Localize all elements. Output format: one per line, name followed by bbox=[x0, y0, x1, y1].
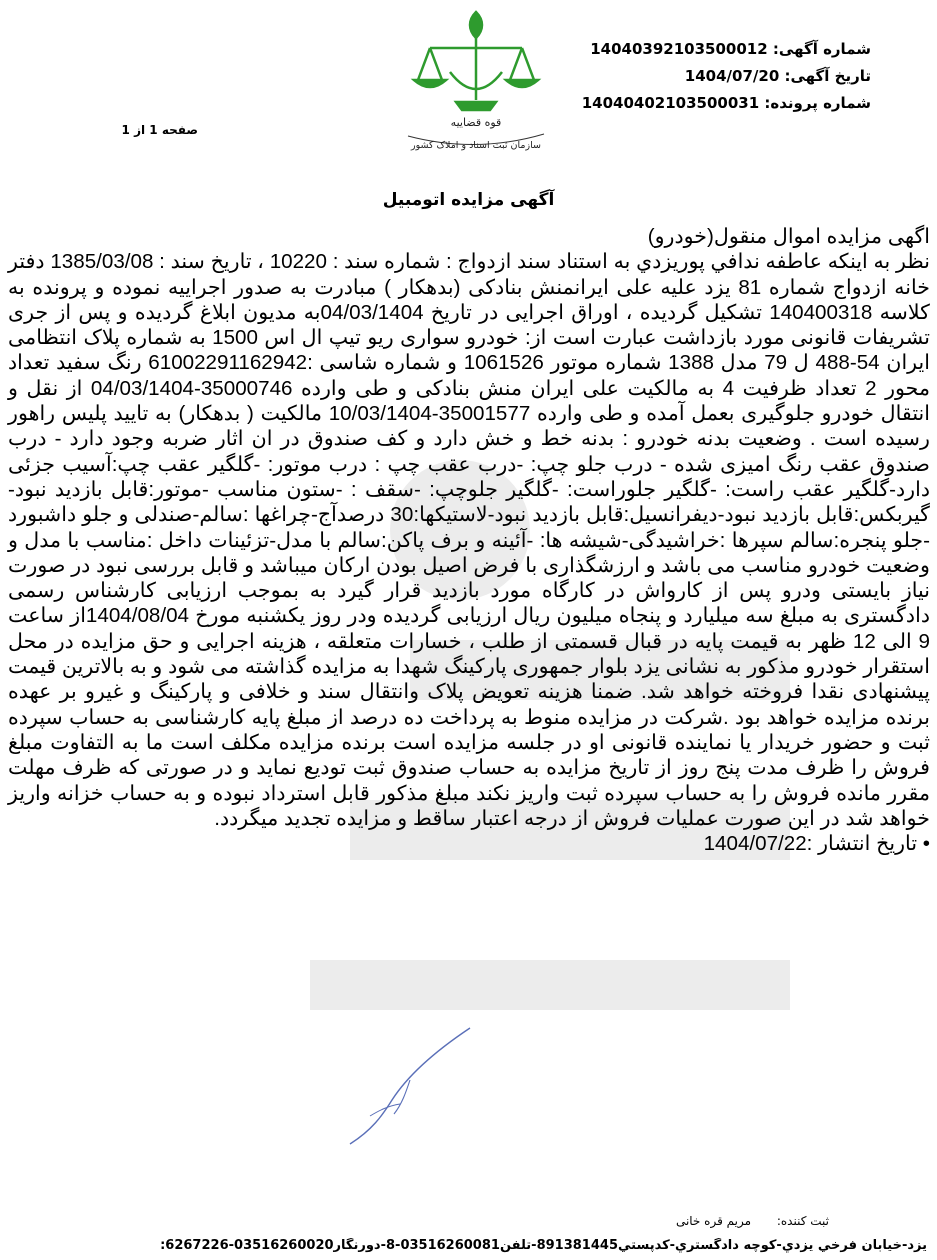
notice-date-label: تاریخ آگهی: bbox=[784, 67, 871, 85]
notice-body bbox=[8, 224, 930, 856]
registrar-name: مریم قره خانی bbox=[675, 1214, 752, 1228]
signature-mark bbox=[330, 1020, 490, 1150]
file-number-label: شماره پرونده: bbox=[764, 94, 871, 112]
notice-date-row bbox=[551, 63, 871, 90]
judiciary-emblem-logo bbox=[390, 4, 562, 156]
notice-date-value: 1404/07/20 bbox=[684, 67, 780, 85]
notice-number-row bbox=[551, 36, 871, 63]
body-intro: اگهی مزایده اموال منقول(خودرو) bbox=[647, 225, 930, 248]
notice-metadata bbox=[551, 36, 871, 117]
document-title: آگهی مزایده اتومبیل bbox=[382, 190, 555, 210]
notice-number-label: شماره آگهی: bbox=[772, 40, 871, 58]
file-number-row bbox=[551, 90, 871, 117]
publish-date: • تاریخ انتشار :1404/07/22 bbox=[703, 832, 930, 856]
notice-number-value: 14040392103500012 bbox=[590, 40, 768, 58]
registrar-label: ثبت کننده: bbox=[776, 1214, 829, 1228]
body-paragraph: نظر به اینکه عاطفه ندافي پوریزدي به استناد سند ازدواج : شماره سند : 10220 ، تاریخ سند : 1385/03/08 دفتر خانه ازدواج شماره 81 یزد علیه علی ایرانمنش بنادکی (بدهکار ) مبادرت به صدور اجراییه نموده و پرونده به کلاسه 140400318 تشکیل گردیده ، اوراق اجرایی در تاریخ 04/03/1404به مدیون ابلاغ گردیده و پس از جری تشریفات قانونی مورد بازداشت عبارت است از: خودرو سواری ریو تیپ ال اس 1500 به شماره پلاک انتظامی ایران 54-488 ل 79 مدل 1388 شماره موتور 1061526 و شماره شاسی :61002291162942 رنگ سفید تعداد محور 2 تعداد ظرفیت 4 به مالکیت علی ایران منش بنادکی و طی وارده 35000746-04/03/1404 از نقل و انتقال خودرو جلوگیری بعمل آمده و طی وارده 35001577-10/03/1404 مالکیت ( بدهکار) به تایید پلیس راهور رسیده است . وضعیت بدنه خودرو : بدنه خط و خش دارد و کف صندوق در ان اثار ضربه وجود دارد - درب صندوق عقب رنگ امیزی شده - درب جلو چپ: -درب عقب چپ : درب موتور: -گلگیر عقب چپ:آسیب جزئی دارد-گلگیر عقب راست: -گلگیر جلوراست: -گلگیر جلوچپ: -سقف : -ستون مناسب -موتور:قابل بازدید نبود-گیربکس:قابل بازدید نبود-دیفرانسیل:قابل بازدید نبود-لاستیکها:30 درصدآج-چراغها :سالم-صندلی و جلو داشبورد -جلو پنجره:سالم سپرها :خراشیدگی-شیشه ها: -آئینه و برف پاکن:سالم با مدل-تزئینات داخل :مناسب با مدل و وضعیت خودرو مناسب می باشد و ارزشگذاری با فرض اصیل بودن ارکان میباشد و قابل بررسی نبود در صورت نیاز بایستی ودرو پس از کارواش در کارگاه مورد بازدید قرار گیرد به بموجب ارزیابی کارشناس رسمی دادگستری به مبلغ سه میلیارد و پنجاه میلیون ریال ارزیابی گردیده ودر روز یکشنبه مورخ 1404/08/04از ساعت 9 الی 12 ظهر به قیمت پایه در قبال قسمتی از طلب ، خسارات متعلقه ، هزینه اجرایی و حق مزایده در محل استقرار خودرو مذکور به نشانی یزد بلوار جمهوری پارکینگ شهدا به مزایده گذاشته می شود و به بالاترین قیمت پیشنهادی نقدا فروخته خواهد شد. ضمنا هزینه تعویض پلاک وانتقال سند و خلافی و پارکینگ و غیرو بر عهده برنده مزایده خواهد بود .شرکت در مزایده منوط به پرداخت ده درصد از مبلغ پایه کارشناسی به حساب سپرده ثبت و حضور خریدار یا نماینده قانونی او در جلسه مزایده است برنده مزایده مکلف است ما به التفاوت مبلغ فروش را ظرف مدت پنج روز از تاریخ مزایده به حساب صندوق ثبت تودیع نماید و در صورتی که ظرف مهلت مقرر مانده فروش را به حساب سپرده ثبت واریز نکند مبلغ مذکور قابل استرداد نبوده و به حساب خزانه واریز خواهد شد در این صورت عملیات فروش از درجه اعتبار ساقط و مزایده تجدید میگردد. bbox=[8, 250, 931, 830]
footer-address: یزد-خیابان فرخي یزدي-کوچه دادگستري-کدپستي891381445-تلفن03516260081-8-دورنگار03516260020-6267226: bbox=[160, 1238, 927, 1253]
page-number: صفحه 1 از 1 bbox=[121, 123, 198, 137]
svg-text:سازمان ثبت اسناد و املاک کشور: سازمان ثبت اسناد و املاک کشور bbox=[411, 140, 541, 151]
registrar bbox=[676, 1214, 829, 1228]
svg-text:قوه قضاییه: قوه قضاییه bbox=[450, 116, 502, 129]
file-number-value: 14040402103500031 bbox=[581, 94, 760, 112]
